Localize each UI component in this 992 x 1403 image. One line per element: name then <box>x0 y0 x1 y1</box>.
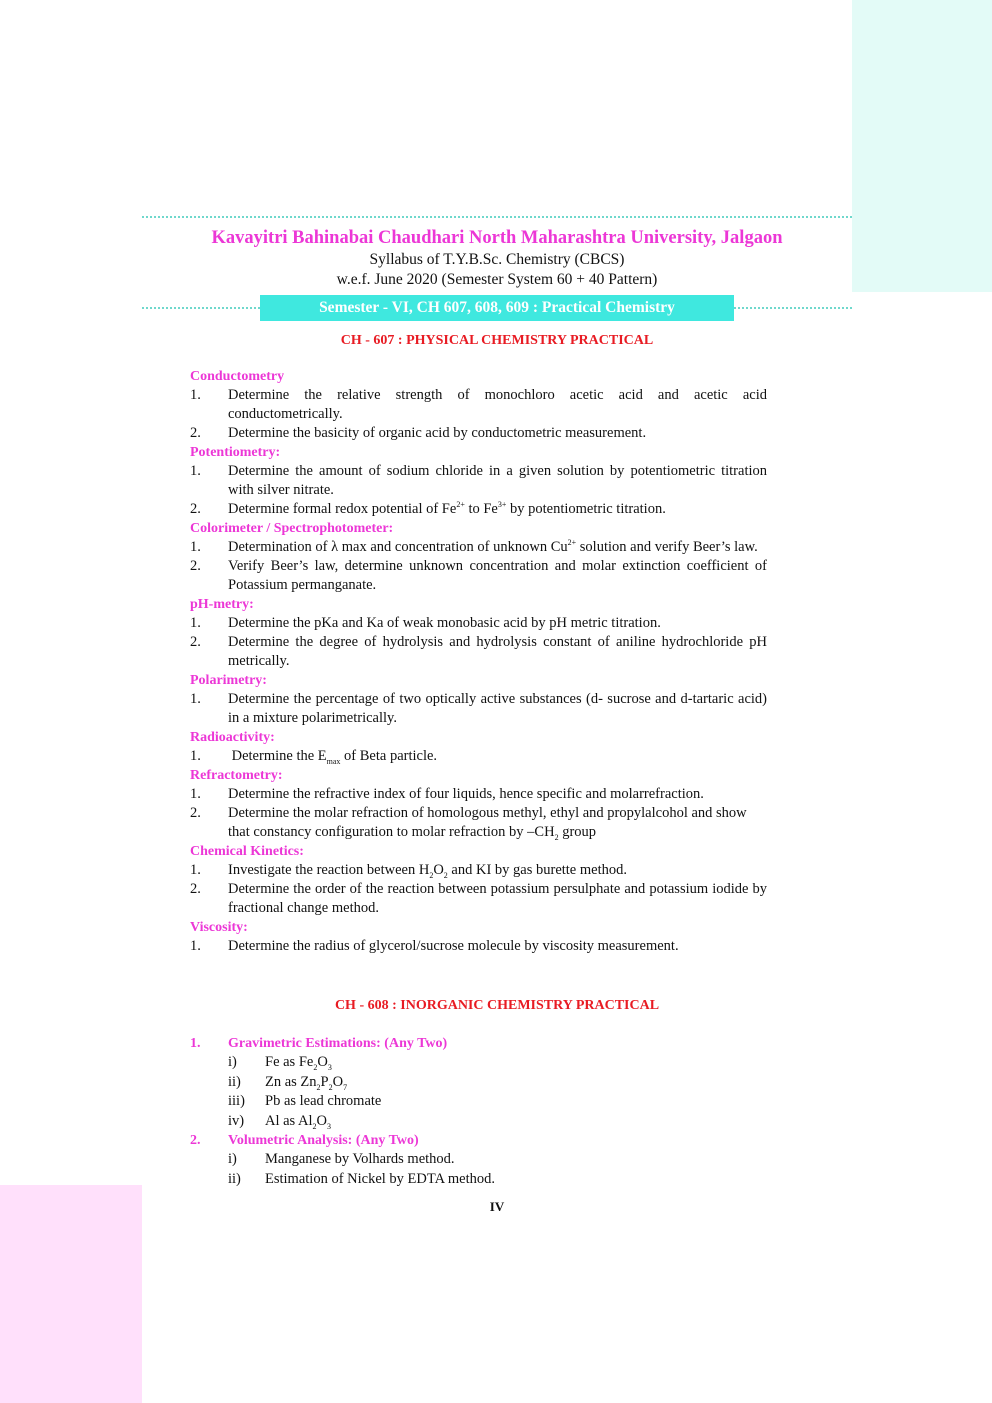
item-text: Al as $Al_2O_3$ <box>265 1112 332 1131</box>
list-item <box>190 500 767 519</box>
list-item <box>190 633 767 671</box>
list-item <box>190 804 767 842</box>
list-item <box>190 462 767 500</box>
list-item <box>190 1092 767 1112</box>
item-number: 1. <box>190 615 201 631</box>
item-text: Determine formal redox potential of $Fe^{2+}$ to $Fe^{3+}$ by potentiometric titration. <box>228 500 666 517</box>
item-text: Zn as $Zn_2P_2O_7$ <box>265 1073 348 1092</box>
category-heading: Refractometry: <box>190 768 283 783</box>
item-number: 1. <box>190 862 201 878</box>
item-text: Determine the molar refraction of homologous methyl, ethyl and propylalcohol and show that constancy configuration to molar refraction by $-CH_2$ group <box>228 805 747 842</box>
item-text: Pb as lead chromate <box>265 1093 382 1109</box>
item-number: 2. <box>190 805 201 821</box>
item-text: Determine the amount of sodium chloride in a given solution by potentiometric titration with silver nitrate. <box>228 463 767 498</box>
item-number: 1. <box>190 786 201 802</box>
item-number: 1. <box>190 748 201 764</box>
item-number: 1. <box>190 463 201 479</box>
category-heading: Chemical Kinetics: <box>190 844 304 859</box>
dotted-divider-top <box>142 216 852 218</box>
page-number: IV <box>489 1199 505 1214</box>
item-text: Investigate the reaction between $H_2O_2$ and KI by gas burette method. <box>228 862 627 880</box>
item-text: Manganese by Volhards method. <box>265 1151 455 1167</box>
item-text: Determine the basicity of organic acid by conductometric measurement. <box>228 425 647 441</box>
corner-decoration-top <box>852 0 992 292</box>
item-text: Determine the relative strength of monochloro acetic acid and acetic acid conductometrically. <box>228 387 767 422</box>
list-item <box>190 861 767 880</box>
list-item <box>190 937 767 956</box>
ch608-title: CH - 608 : INORGANIC CHEMISTRY PRACTICAL <box>334 998 660 1013</box>
ch608-content <box>190 1034 767 1189</box>
item-text: Determine the degree of hydrolysis and hydrolysis constant of aniline hydrochloride pH metrically. <box>228 634 767 669</box>
item-text: Verify Beer’s law, determine unknown concentration and molar extinction coefficient of Potassium permanganate. <box>228 558 767 593</box>
category-heading: pH-metry: <box>190 597 254 612</box>
category-heading: Polarimetry: <box>190 673 267 688</box>
ch607-title: CH - 607 : PHYSICAL CHEMISTRY PRACTICAL <box>340 333 654 348</box>
category-heading: Potentiometry: <box>190 445 281 460</box>
item-roman: i) <box>228 1151 237 1167</box>
list-item <box>190 747 767 766</box>
list-item <box>190 1112 767 1132</box>
list-item <box>190 538 767 557</box>
list-item <box>190 386 767 424</box>
corner-decoration-bottom <box>0 1185 142 1403</box>
item-number: 1. <box>190 691 201 707</box>
category-heading: Colorimeter / Spectrophotometer: <box>190 521 394 536</box>
item-number: 1. <box>190 539 201 555</box>
list-item <box>190 690 767 728</box>
list-item <box>190 1150 767 1170</box>
item-number: 2. <box>190 634 201 650</box>
group-heading: 1. Gravimetric Estimations: (Any Two) <box>190 1036 448 1051</box>
category-heading: Viscosity: <box>190 920 248 935</box>
list-item <box>190 1170 767 1190</box>
list-item <box>190 424 767 443</box>
item-number: 2. <box>190 558 201 574</box>
item-number: 2. <box>190 501 201 517</box>
list-item <box>190 880 767 918</box>
list-item <box>190 557 767 595</box>
item-roman: iv) <box>228 1112 245 1129</box>
list-item <box>190 785 767 804</box>
item-text: Estimation of Nickel by EDTA method. <box>265 1170 495 1187</box>
item-roman: iii) <box>228 1093 245 1109</box>
item-number: 1. <box>190 938 201 954</box>
item-text: Determine the pKa and Ka of weak monobasic acid by pH metric titration. <box>228 615 661 631</box>
item-text: Determine the radius of glycerol/sucrose molecule by viscosity measurement. <box>228 938 679 954</box>
category-heading: Radioactivity: <box>190 730 275 745</box>
item-roman: ii) <box>228 1170 241 1187</box>
item-text: Determine the refractive index of four liquids, hence specific and molarrefraction. <box>228 786 704 802</box>
item-text: Determination of λ max and concentration of unknown $Cu^{2+}$ solution and verify Beer’s law. <box>228 538 758 555</box>
group-heading: 2. Volumetric Analysis: (Any Two) <box>190 1133 419 1148</box>
wef-line: w.e.f. June 2020 (Semester System 60 + 40 Pattern) <box>336 271 658 288</box>
item-text: Determine the $E_{max}$ of Beta particle. <box>228 748 438 766</box>
list-item <box>190 1053 767 1073</box>
item-text: Determine the order of the reaction between potassium persulphate and potassium iodide by fractional change method. <box>228 881 767 916</box>
item-number: 1. <box>190 387 201 403</box>
item-number: 2. <box>190 425 201 441</box>
list-item <box>190 1073 767 1093</box>
semester-banner: Semester - VI, CH 607, 608, 609 : Practical Chemistry <box>260 295 734 321</box>
item-text: Determine the percentage of two optically active substances (d- sucrose and d-tartaric acid) in a mixture polarimetrically. <box>228 691 767 726</box>
ch607-content <box>190 367 767 956</box>
syllabus-line: Syllabus of T.Y.B.Sc. Chemistry (CBCS) <box>369 251 625 268</box>
item-roman: ii) <box>228 1073 241 1090</box>
list-item <box>190 614 767 633</box>
category-heading: Conductometry <box>190 369 285 384</box>
item-roman: i) <box>228 1054 237 1070</box>
item-text: Fe as $Fe_2O_3$ <box>265 1054 332 1072</box>
item-number: 2. <box>190 881 201 897</box>
university-title: Kavayitri Bahinabai Chaudhari North Maharashtra University, Jalgaon <box>211 228 783 248</box>
